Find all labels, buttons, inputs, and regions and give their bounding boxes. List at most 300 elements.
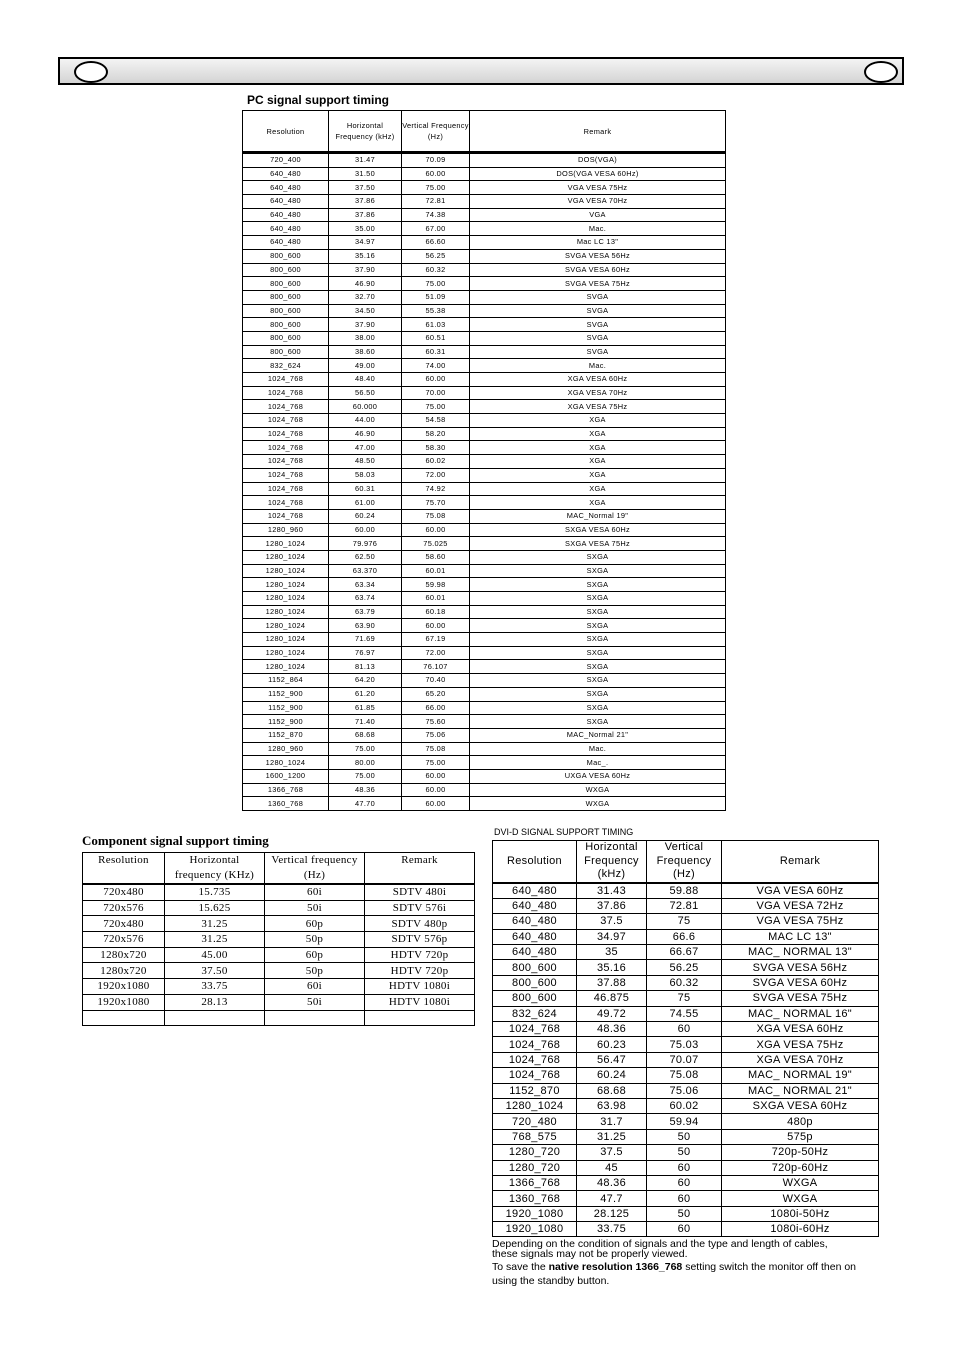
native-resolution-text: native resolution 1366_768 <box>548 1261 683 1273</box>
cell-vertical-frequency: 60.32 <box>402 263 470 277</box>
dvi-signal-table <box>492 840 879 1237</box>
cell-horizontal-frequency: 80.00 <box>329 756 402 770</box>
cell-horizontal-frequency: 48.36 <box>577 1175 647 1190</box>
cell-horizontal-frequency: 63.370 <box>329 564 402 578</box>
cell-horizontal-frequency: 37.86 <box>329 208 402 222</box>
table-row <box>243 359 726 373</box>
col-header-remark: Remark <box>470 111 726 153</box>
cell-vertical-frequency: 60.00 <box>402 167 470 181</box>
table-row <box>493 1052 879 1067</box>
cell-horizontal-frequency: 63.98 <box>577 1098 647 1113</box>
cell-resolution: 640_480 <box>493 945 577 960</box>
cell-remark: SVGA <box>470 331 726 345</box>
col-header-horizontal-frequency: Horizontal Frequency (kHz) <box>329 111 402 153</box>
cell-remark: SXGA <box>470 715 726 729</box>
col-header-remark: Remark <box>365 853 475 885</box>
cell-resolution: 800_600 <box>243 249 329 263</box>
cell-remark: VGA <box>470 208 726 222</box>
cell-resolution: 800_600 <box>243 304 329 318</box>
cell-resolution: 1280_1024 <box>493 1098 577 1113</box>
cell-resolution: 1280_1024 <box>243 605 329 619</box>
table-row <box>493 1145 879 1160</box>
cell-vertical-frequency: 67.19 <box>402 633 470 647</box>
cell-horizontal-frequency: 33.75 <box>165 979 265 995</box>
cell-remark: MAC_ NORMAL 16" <box>722 1006 879 1021</box>
cell-remark: MAC_ NORMAL 21" <box>722 1083 879 1098</box>
cell-horizontal-frequency: 46.90 <box>329 277 402 291</box>
cell-remark: XGA VESA 70Hz <box>470 386 726 400</box>
cell-vertical-frequency: 75.06 <box>647 1083 722 1098</box>
cell-vertical-frequency: 60.32 <box>647 975 722 990</box>
cell-resolution: 800_600 <box>243 318 329 332</box>
cell-resolution: 1920x1080 <box>83 994 165 1010</box>
cell-vertical-frequency: 60i <box>265 979 365 995</box>
cell-remark: DOS(VGA VESA 60Hz) <box>470 167 726 181</box>
cell-horizontal-frequency: 35.16 <box>329 249 402 263</box>
cell-remark: SDTV 576i <box>365 900 475 916</box>
cell-vertical-frequency: 75 <box>647 914 722 929</box>
cell-remark: SXGA <box>470 550 726 564</box>
table-header-row <box>243 111 726 153</box>
cell-horizontal-frequency: 76.97 <box>329 646 402 660</box>
cell-resolution: 1280_1024 <box>243 756 329 770</box>
cell-vertical-frequency: 60.00 <box>402 783 470 797</box>
table-row <box>493 1098 879 1113</box>
cell-remark: VGA VESA 75Hz <box>470 181 726 195</box>
table-row <box>493 929 879 944</box>
cell-resolution: 800_600 <box>243 277 329 291</box>
cell-remark: SDTV 576p <box>365 932 475 948</box>
table-row <box>493 1129 879 1144</box>
cell-remark: SXGA <box>470 578 726 592</box>
cell-remark: SVGA VESA 56Hz <box>470 249 726 263</box>
table-row <box>493 945 879 960</box>
cell-remark: SVGA <box>470 290 726 304</box>
pc-table-title: PC signal support timing <box>247 93 390 107</box>
cell-remark: XGA VESA 75Hz <box>470 400 726 414</box>
cell-resolution: 800_600 <box>243 331 329 345</box>
table-row <box>243 674 726 688</box>
cell-horizontal-frequency: 63.79 <box>329 605 402 619</box>
cell-vertical-frequency: 70.40 <box>402 674 470 688</box>
cell-horizontal-frequency: 79.976 <box>329 537 402 551</box>
cell-resolution: 720_400 <box>243 153 329 168</box>
cell-resolution: 720x576 <box>83 932 165 948</box>
col-header-resolution: Resolution <box>243 111 329 153</box>
cell-horizontal-frequency: 37.90 <box>329 318 402 332</box>
table-row <box>493 960 879 975</box>
col-header-horizontal-frequency: Horizontal frequency (KHz) <box>165 853 265 885</box>
cell-vertical-frequency: 60p <box>265 947 365 963</box>
cell-resolution: 640_480 <box>243 236 329 250</box>
cell-horizontal-frequency: 37.90 <box>329 263 402 277</box>
component-signal-table <box>82 852 475 1026</box>
cell-resolution: 1280_1024 <box>243 550 329 564</box>
cell-remark: MAC_Normal 21" <box>470 728 726 742</box>
note-line-1: Depending on the condition of signals and the type and length of cables, <box>492 1238 828 1250</box>
cell-vertical-frequency: 60 <box>647 1160 722 1175</box>
cell-remark: UXGA VESA 60Hz <box>470 769 726 783</box>
table-row <box>243 701 726 715</box>
cell-vertical-frequency: 60p <box>265 916 365 932</box>
cell-resolution: 1152_900 <box>243 701 329 715</box>
cell-remark: 1080i-60Hz <box>722 1222 879 1237</box>
cell-resolution: 800_600 <box>493 960 577 975</box>
cell-resolution: 1024_768 <box>243 509 329 523</box>
cell-vertical-frequency: 67.00 <box>402 222 470 236</box>
cell-resolution: 1152_864 <box>243 674 329 688</box>
cell-remark: SVGA VESA 60Hz <box>470 263 726 277</box>
cell-vertical-frequency: 75.03 <box>647 1037 722 1052</box>
table-row <box>243 249 726 263</box>
cell-remark: MAC LC 13" <box>722 929 879 944</box>
table-row <box>83 932 475 948</box>
cell-resolution: 640_480 <box>493 883 577 899</box>
cell-remark: HDTV 1080i <box>365 994 475 1010</box>
cell-resolution: 720x480 <box>83 916 165 932</box>
table-row <box>243 263 726 277</box>
cell-remark: XGA <box>470 441 726 455</box>
cell-vertical-frequency: 59.94 <box>647 1114 722 1129</box>
cell-vertical-frequency: 74.00 <box>402 359 470 373</box>
table-row <box>243 592 726 606</box>
cell-remark: SXGA <box>470 674 726 688</box>
cell-horizontal-frequency: 47.7 <box>577 1191 647 1206</box>
cell-resolution: 800_600 <box>243 290 329 304</box>
cell-remark: VGA VESA 60Hz <box>722 883 879 899</box>
cell-remark <box>365 1010 475 1026</box>
cell-horizontal-frequency: 37.50 <box>329 181 402 195</box>
table-row <box>83 979 475 995</box>
cell-remark: Mac LC 13" <box>470 236 726 250</box>
cell-horizontal-frequency: 49.72 <box>577 1006 647 1021</box>
cell-horizontal-frequency: 45 <box>577 1160 647 1175</box>
cell-resolution: 640_480 <box>493 929 577 944</box>
cell-horizontal-frequency: 63.74 <box>329 592 402 606</box>
table-row <box>243 660 726 674</box>
cell-resolution: 1280x720 <box>83 947 165 963</box>
cell-resolution: 1280_1024 <box>243 592 329 606</box>
cell-horizontal-frequency: 28.13 <box>165 994 265 1010</box>
cell-resolution: 1024_768 <box>243 386 329 400</box>
cell-vertical-frequency: 60 <box>647 1022 722 1037</box>
cell-vertical-frequency: 60.00 <box>402 619 470 633</box>
cell-remark: XGA <box>470 468 726 482</box>
cell-remark: XGA VESA 60Hz <box>722 1022 879 1037</box>
cell-horizontal-frequency: 49.00 <box>329 359 402 373</box>
cell-vertical-frequency: 60.01 <box>402 564 470 578</box>
table-row <box>493 1160 879 1175</box>
table-header-row <box>493 841 879 883</box>
note-line-3-end: setting switch the monitor off then on <box>682 1261 857 1273</box>
cell-resolution: 720_480 <box>493 1114 577 1129</box>
cell-horizontal-frequency: 38.00 <box>329 331 402 345</box>
cell-vertical-frequency: 50 <box>647 1145 722 1160</box>
cell-resolution: 1024_768 <box>243 496 329 510</box>
cell-resolution: 1920x1080 <box>83 979 165 995</box>
cell-horizontal-frequency: 71.40 <box>329 715 402 729</box>
cell-vertical-frequency: 58.60 <box>402 550 470 564</box>
cell-remark: SVGA VESA 75Hz <box>470 277 726 291</box>
cell-resolution: 1920_1080 <box>493 1222 577 1237</box>
cell-vertical-frequency: 75.00 <box>402 400 470 414</box>
table-row <box>243 783 726 797</box>
table-row <box>83 994 475 1010</box>
cell-resolution: 1360_768 <box>493 1191 577 1206</box>
cell-resolution: 1280_1024 <box>243 537 329 551</box>
cell-horizontal-frequency: 68.68 <box>577 1083 647 1098</box>
cell-remark: SXGA <box>470 687 726 701</box>
cell-horizontal-frequency: 60.000 <box>329 400 402 414</box>
table-row <box>243 167 726 181</box>
cell-horizontal-frequency: 37.5 <box>577 1145 647 1160</box>
cell-resolution: 1600_1200 <box>243 769 329 783</box>
table-row <box>493 1175 879 1190</box>
cell-horizontal-frequency: 56.50 <box>329 386 402 400</box>
cell-horizontal-frequency: 60.00 <box>329 523 402 537</box>
cell-vertical-frequency: 72.00 <box>402 468 470 482</box>
col-header-remark: Remark <box>722 841 879 883</box>
cell-vertical-frequency: 66.67 <box>647 945 722 960</box>
cell-remark: SVGA <box>470 318 726 332</box>
cell-vertical-frequency: 74.92 <box>402 482 470 496</box>
cell-horizontal-frequency: 48.36 <box>577 1022 647 1037</box>
cell-remark: XGA <box>470 455 726 469</box>
cell-resolution: 1024_768 <box>243 400 329 414</box>
cell-vertical-frequency: 50 <box>647 1129 722 1144</box>
cell-horizontal-frequency: 48.36 <box>329 783 402 797</box>
cell-resolution: 1024_768 <box>243 455 329 469</box>
cell-remark: Mac. <box>470 359 726 373</box>
table-row <box>243 523 726 537</box>
table-row <box>243 153 726 168</box>
table-row <box>83 963 475 979</box>
cell-horizontal-frequency: 71.69 <box>329 633 402 647</box>
dvi-table-title: DVI-D SIGNAL SUPPORT TIMING <box>494 827 634 837</box>
cell-horizontal-frequency: 34.97 <box>329 236 402 250</box>
cell-horizontal-frequency: 62.50 <box>329 550 402 564</box>
cell-vertical-frequency: 50p <box>265 963 365 979</box>
cell-remark: SXGA <box>470 646 726 660</box>
cell-remark: Mac_. <box>470 756 726 770</box>
cell-resolution: 1152_870 <box>493 1083 577 1098</box>
cell-resolution: 640_480 <box>243 195 329 209</box>
table-row <box>493 1083 879 1098</box>
cell-horizontal-frequency: 28.125 <box>577 1206 647 1221</box>
table-row <box>243 208 726 222</box>
cell-remark: SXGA VESA 60Hz <box>470 523 726 537</box>
cell-horizontal-frequency: 64.20 <box>329 674 402 688</box>
table-row <box>243 455 726 469</box>
cell-vertical-frequency: 60i <box>265 884 365 900</box>
cell-vertical-frequency: 66.60 <box>402 236 470 250</box>
table-row <box>243 277 726 291</box>
cell-resolution: 1024_768 <box>243 414 329 428</box>
table-row <box>243 756 726 770</box>
cell-vertical-frequency: 60.02 <box>402 455 470 469</box>
cell-horizontal-frequency: 47.00 <box>329 441 402 455</box>
cell-horizontal-frequency: 45.00 <box>165 947 265 963</box>
cell-resolution: 1280_1024 <box>243 578 329 592</box>
cell-remark: MAC_ NORMAL 19" <box>722 1068 879 1083</box>
table-row <box>493 1006 879 1021</box>
cell-remark: XGA VESA 70Hz <box>722 1052 879 1067</box>
cell-horizontal-frequency: 68.68 <box>329 728 402 742</box>
table-row <box>243 427 726 441</box>
cell-remark: Mac. <box>470 222 726 236</box>
cell-remark: SXGA <box>470 701 726 715</box>
cell-remark: MAC_Normal 19" <box>470 509 726 523</box>
cell-remark: SXGA <box>470 660 726 674</box>
cell-resolution: 720x480 <box>83 884 165 900</box>
cell-remark: SDTV 480p <box>365 916 475 932</box>
cell-horizontal-frequency <box>165 1010 265 1026</box>
table-row <box>243 222 726 236</box>
cell-resolution: 800_600 <box>243 345 329 359</box>
table-row <box>243 619 726 633</box>
cell-vertical-frequency: 75.00 <box>402 181 470 195</box>
cell-horizontal-frequency: 61.20 <box>329 687 402 701</box>
table-row <box>243 290 726 304</box>
cell-horizontal-frequency: 60.24 <box>329 509 402 523</box>
cell-vertical-frequency: 59.98 <box>402 578 470 592</box>
table-row <box>83 900 475 916</box>
table-row <box>83 884 475 900</box>
cell-vertical-frequency: 75.06 <box>402 728 470 742</box>
table-row <box>493 883 879 899</box>
cell-resolution: 800_600 <box>493 975 577 990</box>
cell-resolution: 832_624 <box>243 359 329 373</box>
table-row <box>493 1206 879 1221</box>
cell-remark: SXGA <box>470 605 726 619</box>
cell-horizontal-frequency: 63.34 <box>329 578 402 592</box>
cell-vertical-frequency: 70.00 <box>402 386 470 400</box>
cell-vertical-frequency: 60.31 <box>402 345 470 359</box>
cell-horizontal-frequency: 15.735 <box>165 884 265 900</box>
cell-vertical-frequency: 75.08 <box>402 742 470 756</box>
cell-resolution: 832_624 <box>493 1006 577 1021</box>
cell-horizontal-frequency: 35.00 <box>329 222 402 236</box>
cell-resolution: 640_480 <box>243 167 329 181</box>
cell-vertical-frequency: 54.58 <box>402 414 470 428</box>
cell-vertical-frequency: 65.20 <box>402 687 470 701</box>
table-row <box>243 578 726 592</box>
col-header-vertical-frequency: Vertical Frequency (Hz) <box>402 111 470 153</box>
cell-vertical-frequency: 60.51 <box>402 331 470 345</box>
cell-resolution: 1152_870 <box>243 728 329 742</box>
cell-resolution: 1280_1024 <box>243 633 329 647</box>
cell-remark: SXGA <box>470 592 726 606</box>
cell-horizontal-frequency: 75.00 <box>329 769 402 783</box>
table-row <box>493 975 879 990</box>
cell-vertical-frequency: 60.00 <box>402 523 470 537</box>
cell-horizontal-frequency: 56.47 <box>577 1052 647 1067</box>
table-header-row <box>83 853 475 885</box>
note-line-3-start: To save the <box>492 1261 549 1273</box>
cell-remark: HDTV 1080i <box>365 979 475 995</box>
table-row <box>493 1068 879 1083</box>
cell-resolution: 1024_768 <box>243 482 329 496</box>
cell-horizontal-frequency: 61.85 <box>329 701 402 715</box>
col-header-resolution: Resolution <box>493 841 577 883</box>
cell-remark: SXGA <box>470 633 726 647</box>
cell-resolution: 640_480 <box>243 208 329 222</box>
table-row <box>493 914 879 929</box>
cell-resolution: 768_575 <box>493 1129 577 1144</box>
cell-horizontal-frequency: 47.70 <box>329 797 402 811</box>
cell-remark: Mac. <box>470 742 726 756</box>
cell-horizontal-frequency: 37.50 <box>165 963 265 979</box>
col-header-horizontal-frequency: Horizontal Frequency (kHz) <box>577 841 647 883</box>
cell-vertical-frequency: 56.25 <box>402 249 470 263</box>
cell-vertical-frequency <box>265 1010 365 1026</box>
cell-resolution: 1360_768 <box>243 797 329 811</box>
cell-remark: HDTV 720p <box>365 947 475 963</box>
pc-signal-table <box>242 110 726 811</box>
cell-horizontal-frequency: 44.00 <box>329 414 402 428</box>
cell-horizontal-frequency: 37.5 <box>577 914 647 929</box>
cell-resolution: 1280_1024 <box>243 619 329 633</box>
table-row <box>243 373 726 387</box>
cell-horizontal-frequency: 48.40 <box>329 373 402 387</box>
cell-horizontal-frequency: 31.43 <box>577 883 647 899</box>
cell-horizontal-frequency: 37.86 <box>577 898 647 913</box>
cell-resolution: 1280_1024 <box>243 564 329 578</box>
cell-remark: XGA <box>470 496 726 510</box>
table-row <box>243 331 726 345</box>
cell-remark: SVGA VESA 56Hz <box>722 960 879 975</box>
cell-vertical-frequency: 60.18 <box>402 605 470 619</box>
cell-resolution: 1280_720 <box>493 1160 577 1175</box>
cell-resolution: 1024_768 <box>243 468 329 482</box>
table-row <box>243 496 726 510</box>
cell-remark: SXGA VESA 60Hz <box>722 1098 879 1113</box>
cell-resolution: 1366_768 <box>493 1175 577 1190</box>
table-row <box>243 687 726 701</box>
table-row <box>493 1022 879 1037</box>
cell-resolution: 1280_1024 <box>243 660 329 674</box>
cell-horizontal-frequency: 15.625 <box>165 900 265 916</box>
cell-remark: 480p <box>722 1114 879 1129</box>
cell-resolution <box>83 1010 165 1026</box>
cell-horizontal-frequency: 75.00 <box>329 742 402 756</box>
cell-vertical-frequency: 75.08 <box>402 509 470 523</box>
table-row <box>243 537 726 551</box>
cell-vertical-frequency: 50p <box>265 932 365 948</box>
cell-horizontal-frequency: 37.86 <box>329 195 402 209</box>
cell-resolution: 800_600 <box>493 991 577 1006</box>
cell-vertical-frequency: 58.30 <box>402 441 470 455</box>
table-row <box>243 797 726 811</box>
cell-vertical-frequency: 75.70 <box>402 496 470 510</box>
table-row <box>243 400 726 414</box>
cell-resolution: 1024_768 <box>243 441 329 455</box>
col-header-vertical-frequency: Vertical frequency (Hz) <box>265 853 365 885</box>
cell-remark: HDTV 720p <box>365 963 475 979</box>
table-row <box>243 304 726 318</box>
table-row <box>83 1010 475 1026</box>
cell-vertical-frequency: 72.00 <box>402 646 470 660</box>
cell-vertical-frequency: 51.09 <box>402 290 470 304</box>
cell-remark: SVGA <box>470 345 726 359</box>
cell-resolution: 1280x720 <box>83 963 165 979</box>
table-row <box>493 1191 879 1206</box>
cell-remark: XGA <box>470 427 726 441</box>
cell-vertical-frequency: 75.00 <box>402 277 470 291</box>
table-row <box>83 947 475 963</box>
cell-remark: VGA VESA 72Hz <box>722 898 879 913</box>
table-row <box>243 181 726 195</box>
